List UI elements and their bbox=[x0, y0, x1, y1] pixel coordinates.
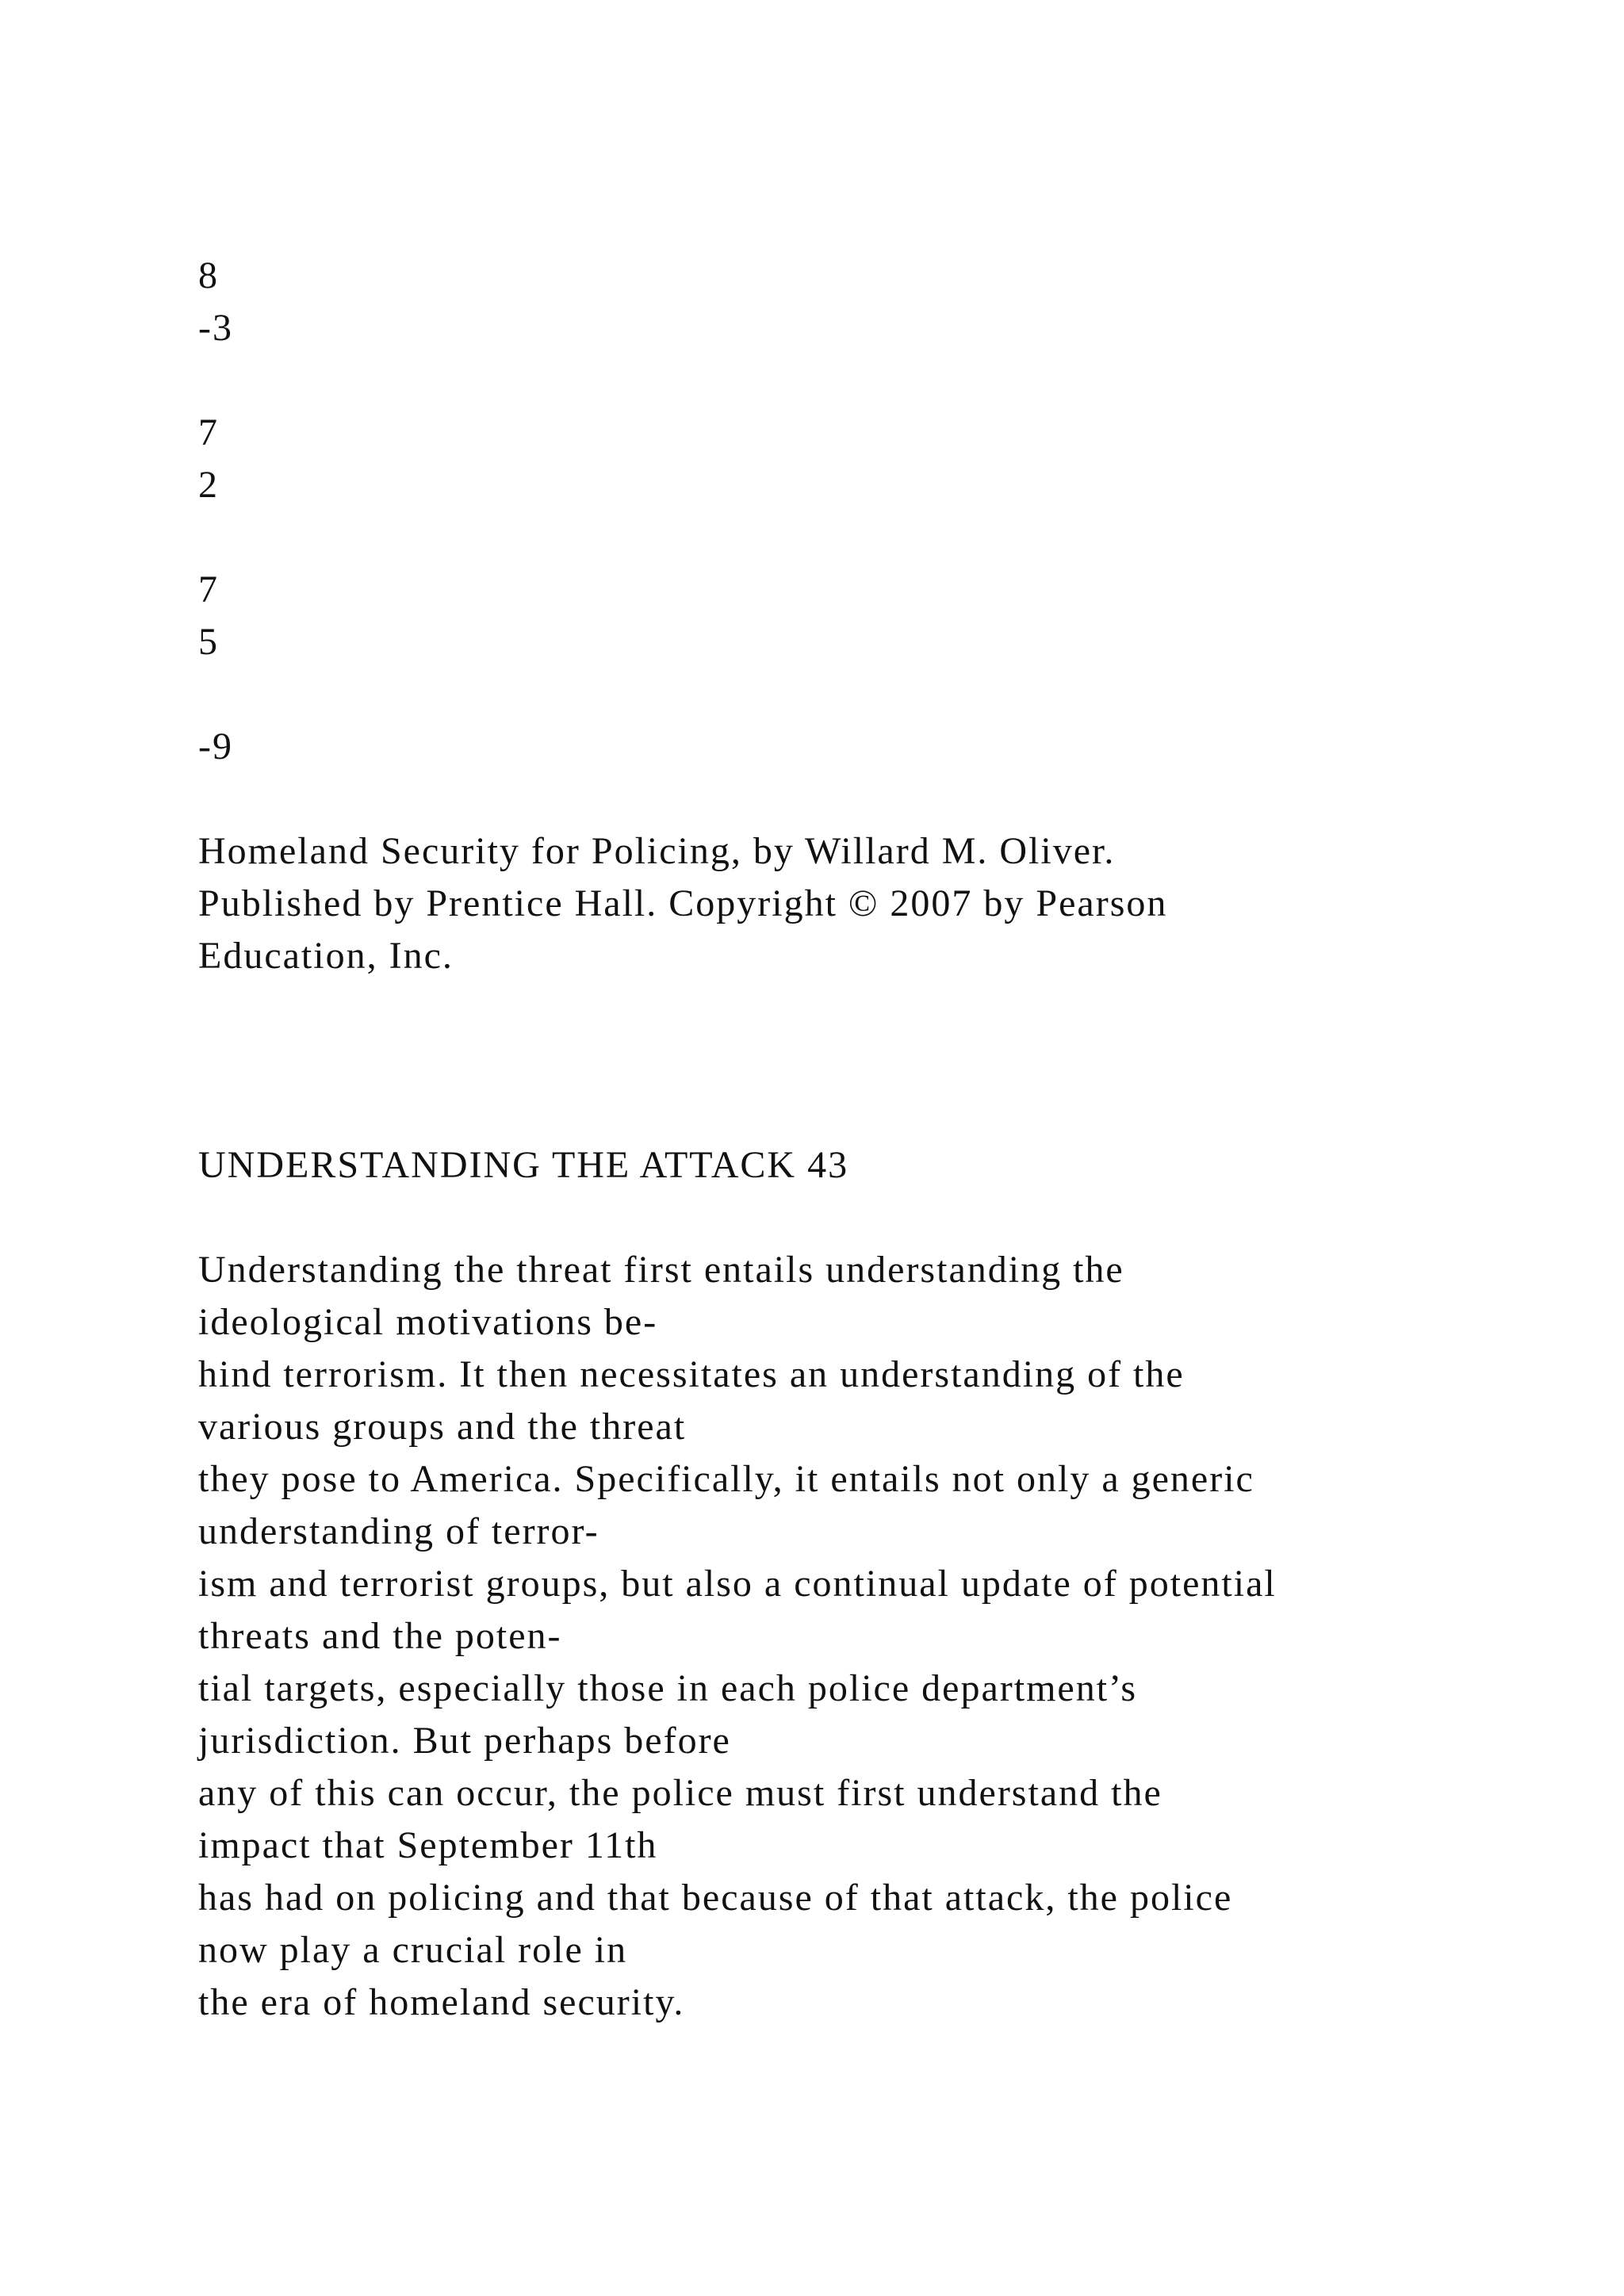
paragraph-line: hind terrorism. It then necessitates an understanding of the bbox=[198, 1353, 1185, 1395]
citation-line: Education, Inc. bbox=[198, 935, 454, 977]
paragraph-line: any of this can occur, the police must first understand the bbox=[198, 1772, 1162, 1814]
number-line: 5 bbox=[198, 621, 219, 663]
number-line: -3 bbox=[198, 307, 233, 349]
paragraph-line: Understanding the threat first entails understanding the bbox=[198, 1249, 1124, 1291]
paragraph-line: impact that September 11th bbox=[198, 1824, 658, 1866]
number-line: 2 bbox=[198, 464, 219, 506]
paragraph-line: the era of homeland security. bbox=[198, 1981, 685, 2023]
paragraph-line: ideological motivations be- bbox=[198, 1301, 658, 1343]
paragraph-line: jurisdiction. But perhaps before bbox=[198, 1720, 731, 1762]
section-heading: UNDERSTANDING THE ATTACK 43 bbox=[198, 1144, 849, 1186]
paragraph-line: threats and the poten- bbox=[198, 1615, 562, 1657]
number-line: 8 bbox=[198, 254, 219, 297]
number-line: -9 bbox=[198, 725, 233, 767]
paragraph-line: ism and terrorist groups, but also a continual update of potential bbox=[198, 1563, 1277, 1605]
citation-line: Homeland Security for Policing, by Willard M. Oliver. bbox=[198, 830, 1116, 872]
paragraph-line: now play a crucial role in bbox=[198, 1929, 628, 1971]
number-line: 7 bbox=[198, 411, 219, 453]
paragraph-line: has had on policing and that because of that attack, the police bbox=[198, 1877, 1233, 1919]
paragraph-line: tial targets, especially those in each police department’s bbox=[198, 1667, 1138, 1709]
paragraph-line: various groups and the threat bbox=[198, 1406, 687, 1448]
paragraph-line: understanding of terror- bbox=[198, 1510, 599, 1552]
number-line: 7 bbox=[198, 568, 219, 610]
citation-line: Published by Prentice Hall. Copyright © 2007 by Pearson bbox=[198, 882, 1168, 924]
paragraph-line: they pose to America. Specifically, it entails not only a generic bbox=[198, 1458, 1254, 1500]
